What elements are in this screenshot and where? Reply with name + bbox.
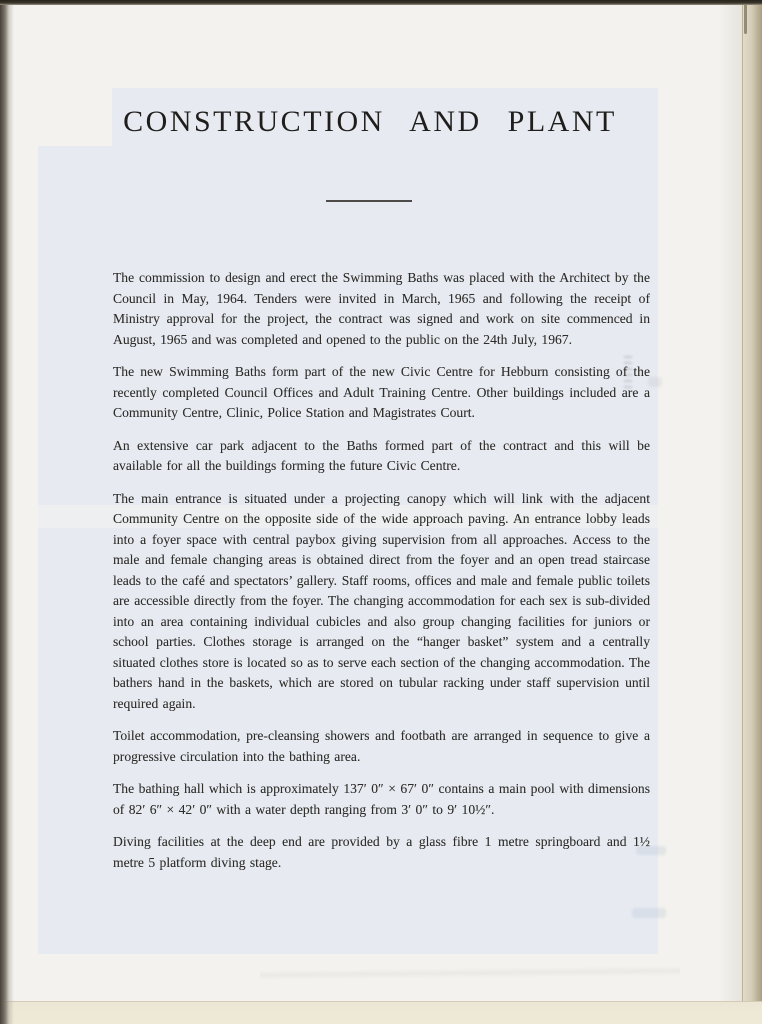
scan-edge-left xyxy=(0,0,14,1024)
page-title: CONSTRUCTION AND PLANT xyxy=(123,105,617,138)
show-through-mark xyxy=(648,377,662,387)
page-edge-shadow xyxy=(719,0,743,1024)
scan-edge-right xyxy=(742,0,762,1024)
paper-wrinkle xyxy=(260,966,680,980)
scan-corner-mark xyxy=(744,2,747,34)
body-paragraph: The new Swimming Baths form part of the new Civic Centre for Hebburn consisting of the recently completed Council Offices and Adult Training Centre. Other buildings included are a Community Centre, Clinic, Police Station and Magistrates Court. xyxy=(113,364,650,420)
body-paragraph: Diving facilities at the deep end are provided by a glass fibre 1 metre springboard and 1½ metre 5 platform diving stage. xyxy=(113,834,650,870)
show-through-mark xyxy=(636,846,666,855)
title-divider-rule xyxy=(326,200,412,202)
scan-edge-bottom xyxy=(0,1001,762,1024)
body-paragraph: An extensive car park adjacent to the Baths formed part of the contract and this will be available for all the buildings forming the future Civic Centre. xyxy=(113,437,650,473)
body-paragraph: The commission to design and erect the Swimming Baths was placed with the Architect by the Council in May, 1964. Tenders were invited in March, 1965 and following the receipt of Ministry approval for the project, the contract was signed and work on site commenced in August, 1965 and was completed and opened to the public on the 24th July, 1967. xyxy=(113,270,650,347)
show-through-mark xyxy=(632,908,666,918)
scan-edge-top xyxy=(0,0,762,5)
body-paragraph: Toilet accommodation, pre-cleansing showers and footbath are arranged in sequence to give a progressive circulation into the bathing area. xyxy=(113,728,650,764)
body-paragraph: The main entrance is situated under a projecting canopy which will link with the adjacent Community Centre on the opposite side of the wide approach paving. An entrance lobby leads into a foyer space with central paybox giving supervision from all approaches. Access to the male and female changing areas is obtained direct from the foyer and an open tread staircase leads to the café and spectators’ gallery. Staff rooms, offices and male and female public toilets are accessible directly from the foyer. The changing accommodation for each sex is sub-divided into an area containing individual cubicles and also group changing facilities for juniors or school parties. Clothes storage is arranged on the “hanger basket” system and a centrally situated clothes store is located so as to serve each section of the changing accommodation. The bathers hand in the baskets, which are stored on tubular racking under staff supervision until required again. xyxy=(113,490,650,711)
body-text xyxy=(113,268,650,885)
show-through-mark-vertical xyxy=(624,356,632,388)
body-paragraph: The bathing hall which is approximately 137′ 0″ × 67′ 0″ contains a main pool with dimensions of 82′ 6″ × 42′ 0″ with a water depth ranging from 3′ 0″ to 9′ 10½″. xyxy=(113,781,650,817)
tint-gap-top-left xyxy=(38,88,112,146)
